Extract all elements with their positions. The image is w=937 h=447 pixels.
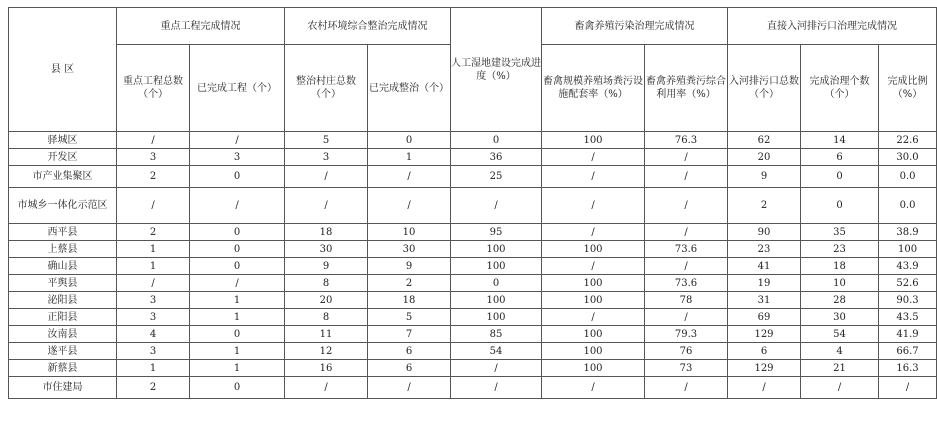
table-row: [9, 343, 937, 360]
table-cell: 100: [542, 275, 645, 292]
table-cell: 20: [285, 292, 368, 309]
table-cell: 2: [117, 224, 190, 241]
table-cell: 16.3: [879, 360, 937, 377]
table-cell: /: [728, 377, 801, 399]
county-name: 正阳县: [9, 309, 117, 326]
table-cell: 30: [285, 241, 368, 258]
table-cell: 1: [190, 292, 285, 309]
county-header: 县 区: [9, 8, 117, 132]
table-cell: /: [879, 377, 937, 399]
table-cell: 36: [451, 149, 542, 166]
table-cell: 0: [190, 377, 285, 399]
table-cell: 73: [645, 360, 728, 377]
table-cell: /: [117, 132, 190, 149]
table-cell: 3: [117, 149, 190, 166]
table-row: [9, 292, 937, 309]
sub-header: 完成比例（%）: [879, 45, 937, 132]
table-cell: 21: [801, 360, 879, 377]
key-projects-group-header: 重点工程完成情况: [117, 8, 285, 45]
table-cell: /: [190, 188, 285, 224]
table-cell: 1: [368, 149, 451, 166]
sub-header: 已完成整治（个）: [368, 45, 451, 132]
table-cell: 54: [451, 343, 542, 360]
table-cell: 100: [542, 241, 645, 258]
table-cell: 73.6: [645, 241, 728, 258]
table-cell: 0: [801, 166, 879, 188]
county-name: 汝南县: [9, 326, 117, 343]
table-cell: 5: [368, 309, 451, 326]
table-cell: 14: [801, 132, 879, 149]
table-cell: 4: [117, 326, 190, 343]
table-cell: 62: [728, 132, 801, 149]
table-cell: /: [645, 309, 728, 326]
table-cell: 38.9: [879, 224, 937, 241]
sub-header: 整治村庄总数（个）: [285, 45, 368, 132]
table-cell: 100: [879, 241, 937, 258]
table-cell: 52.6: [879, 275, 937, 292]
table-cell: 2: [728, 188, 801, 224]
table-cell: 9: [368, 258, 451, 275]
table-cell: 100: [451, 241, 542, 258]
livestock-pollution-group-header: 畜禽养殖污染治理完成情况: [542, 8, 728, 45]
table-cell: 100: [451, 258, 542, 275]
table-cell: 6: [728, 343, 801, 360]
table-cell: /: [285, 188, 368, 224]
county-name: 平舆县: [9, 275, 117, 292]
table-cell: /: [542, 166, 645, 188]
table-cell: 69: [728, 309, 801, 326]
table-cell: 23: [801, 241, 879, 258]
table-cell: /: [368, 377, 451, 399]
county-name: 泌阳县: [9, 292, 117, 309]
table-cell: 100: [542, 343, 645, 360]
county-name: 西平县: [9, 224, 117, 241]
table-cell: 73.6: [645, 275, 728, 292]
table-row: [9, 377, 937, 399]
table-row: [9, 309, 937, 326]
table-cell: 0: [451, 275, 542, 292]
table-row: [9, 360, 937, 377]
table-cell: 16: [285, 360, 368, 377]
table-row: [9, 166, 937, 188]
table-cell: /: [451, 377, 542, 399]
table-cell: 9: [728, 166, 801, 188]
table-cell: /: [285, 166, 368, 188]
table-cell: 2: [117, 377, 190, 399]
table-cell: /: [190, 275, 285, 292]
table-cell: 22.6: [879, 132, 937, 149]
table-cell: /: [368, 188, 451, 224]
county-name: 市城乡一体化示范区: [9, 188, 117, 224]
table-row: [9, 241, 937, 258]
county-name: 市产业集聚区: [9, 166, 117, 188]
table-cell: /: [645, 224, 728, 241]
table-cell: 100: [542, 132, 645, 149]
table-cell: 11: [285, 326, 368, 343]
rural-env-group-header: 农村环境综合整治完成情况: [285, 8, 451, 45]
table-cell: /: [117, 188, 190, 224]
table-cell: /: [801, 377, 879, 399]
sub-header: 已完成工程（个）: [190, 45, 285, 132]
table-cell: 30: [368, 241, 451, 258]
table-cell: 0: [451, 132, 542, 149]
table-cell: 3: [190, 149, 285, 166]
table-cell: /: [542, 224, 645, 241]
table-row: [9, 275, 937, 292]
sub-header: 完成治理个数（个）: [801, 45, 879, 132]
table-cell: /: [190, 132, 285, 149]
table-row: [9, 224, 937, 241]
table-cell: 3: [117, 309, 190, 326]
table-cell: /: [451, 188, 542, 224]
table-cell: 4: [801, 343, 879, 360]
sub-header: 重点工程总数（个）: [117, 45, 190, 132]
table-cell: 18: [368, 292, 451, 309]
table-cell: 23: [728, 241, 801, 258]
table-cell: /: [285, 377, 368, 399]
county-name: 新蔡县: [9, 360, 117, 377]
table-cell: 100: [542, 360, 645, 377]
county-name: 确山县: [9, 258, 117, 275]
county-name: 市住建局: [9, 377, 117, 399]
table-cell: 1: [117, 360, 190, 377]
table-cell: 35: [801, 224, 879, 241]
county-name: 上蔡县: [9, 241, 117, 258]
table-cell: 6: [368, 360, 451, 377]
table-cell: 8: [285, 309, 368, 326]
sub-header: 畜禽养殖粪污综合利用率（%）: [645, 45, 728, 132]
table-cell: /: [645, 149, 728, 166]
table-cell: 18: [285, 224, 368, 241]
table-cell: 41.9: [879, 326, 937, 343]
table-cell: 78: [645, 292, 728, 309]
table-cell: 10: [368, 224, 451, 241]
table-cell: /: [645, 188, 728, 224]
sub-header: 畜禽规模养殖场粪污设施配套率（%）: [542, 45, 645, 132]
table-cell: 0: [801, 188, 879, 224]
county-name: 驿城区: [9, 132, 117, 149]
table-cell: 0.0: [879, 188, 937, 224]
table-cell: 100: [451, 292, 542, 309]
table-cell: 30.0: [879, 149, 937, 166]
table-cell: 129: [728, 326, 801, 343]
table-cell: 0: [190, 326, 285, 343]
table-cell: 43.5: [879, 309, 937, 326]
table-cell: /: [117, 275, 190, 292]
table-cell: 28: [801, 292, 879, 309]
table-cell: /: [451, 360, 542, 377]
table-body: [9, 132, 937, 399]
table-cell: 3: [285, 149, 368, 166]
table-cell: /: [542, 377, 645, 399]
table-cell: 0: [190, 224, 285, 241]
table-cell: 1: [190, 309, 285, 326]
table-cell: 31: [728, 292, 801, 309]
table-cell: 100: [451, 309, 542, 326]
table-cell: 2: [117, 166, 190, 188]
table-row: [9, 149, 937, 166]
table-cell: 0.0: [879, 166, 937, 188]
table-cell: /: [542, 149, 645, 166]
table-cell: 1: [190, 360, 285, 377]
table-cell: /: [645, 258, 728, 275]
table-cell: 3: [117, 292, 190, 309]
table-cell: 90.3: [879, 292, 937, 309]
table-cell: 6: [801, 149, 879, 166]
table-cell: 85: [451, 326, 542, 343]
table-row: [9, 326, 937, 343]
table-cell: 66.7: [879, 343, 937, 360]
table-row: [9, 132, 937, 149]
table-cell: 1: [117, 258, 190, 275]
table-cell: 100: [542, 292, 645, 309]
table-cell: 25: [451, 166, 542, 188]
table-cell: 1: [190, 343, 285, 360]
table-cell: 129: [728, 360, 801, 377]
table-cell: /: [542, 258, 645, 275]
table-cell: 12: [285, 343, 368, 360]
table-cell: /: [542, 188, 645, 224]
table-cell: 20: [728, 149, 801, 166]
table-cell: 76: [645, 343, 728, 360]
table-cell: 7: [368, 326, 451, 343]
table-cell: 3: [117, 343, 190, 360]
table-cell: 2: [368, 275, 451, 292]
table-cell: 95: [451, 224, 542, 241]
table-cell: 79.3: [645, 326, 728, 343]
table-cell: 6: [368, 343, 451, 360]
outfall-group-header: 直接入河排污口治理完成情况: [728, 8, 937, 45]
table-cell: 41: [728, 258, 801, 275]
table-cell: 1: [117, 241, 190, 258]
table-cell: 0: [190, 241, 285, 258]
table-cell: 30: [801, 309, 879, 326]
table-cell: /: [368, 166, 451, 188]
table-cell: 43.9: [879, 258, 937, 275]
table-cell: 0: [190, 258, 285, 275]
table-cell: 8: [285, 275, 368, 292]
table-cell: 100: [542, 326, 645, 343]
table-cell: /: [542, 309, 645, 326]
wetland-progress-header: 人工湿地建设完成进度（%）: [451, 8, 542, 132]
completion-table: [8, 7, 937, 399]
table-cell: 0: [190, 166, 285, 188]
table-cell: 5: [285, 132, 368, 149]
county-name: 开发区: [9, 149, 117, 166]
table-cell: 19: [728, 275, 801, 292]
table-cell: 18: [801, 258, 879, 275]
table-cell: 76.3: [645, 132, 728, 149]
sub-header: 入河排污口总数（个）: [728, 45, 801, 132]
table-cell: 10: [801, 275, 879, 292]
table-cell: /: [645, 166, 728, 188]
table-row: [9, 258, 937, 275]
table-cell: /: [645, 377, 728, 399]
table-cell: 90: [728, 224, 801, 241]
table-row: [9, 188, 937, 224]
table-cell: 9: [285, 258, 368, 275]
county-name: 遂平县: [9, 343, 117, 360]
table-cell: 0: [368, 132, 451, 149]
table-cell: 54: [801, 326, 879, 343]
